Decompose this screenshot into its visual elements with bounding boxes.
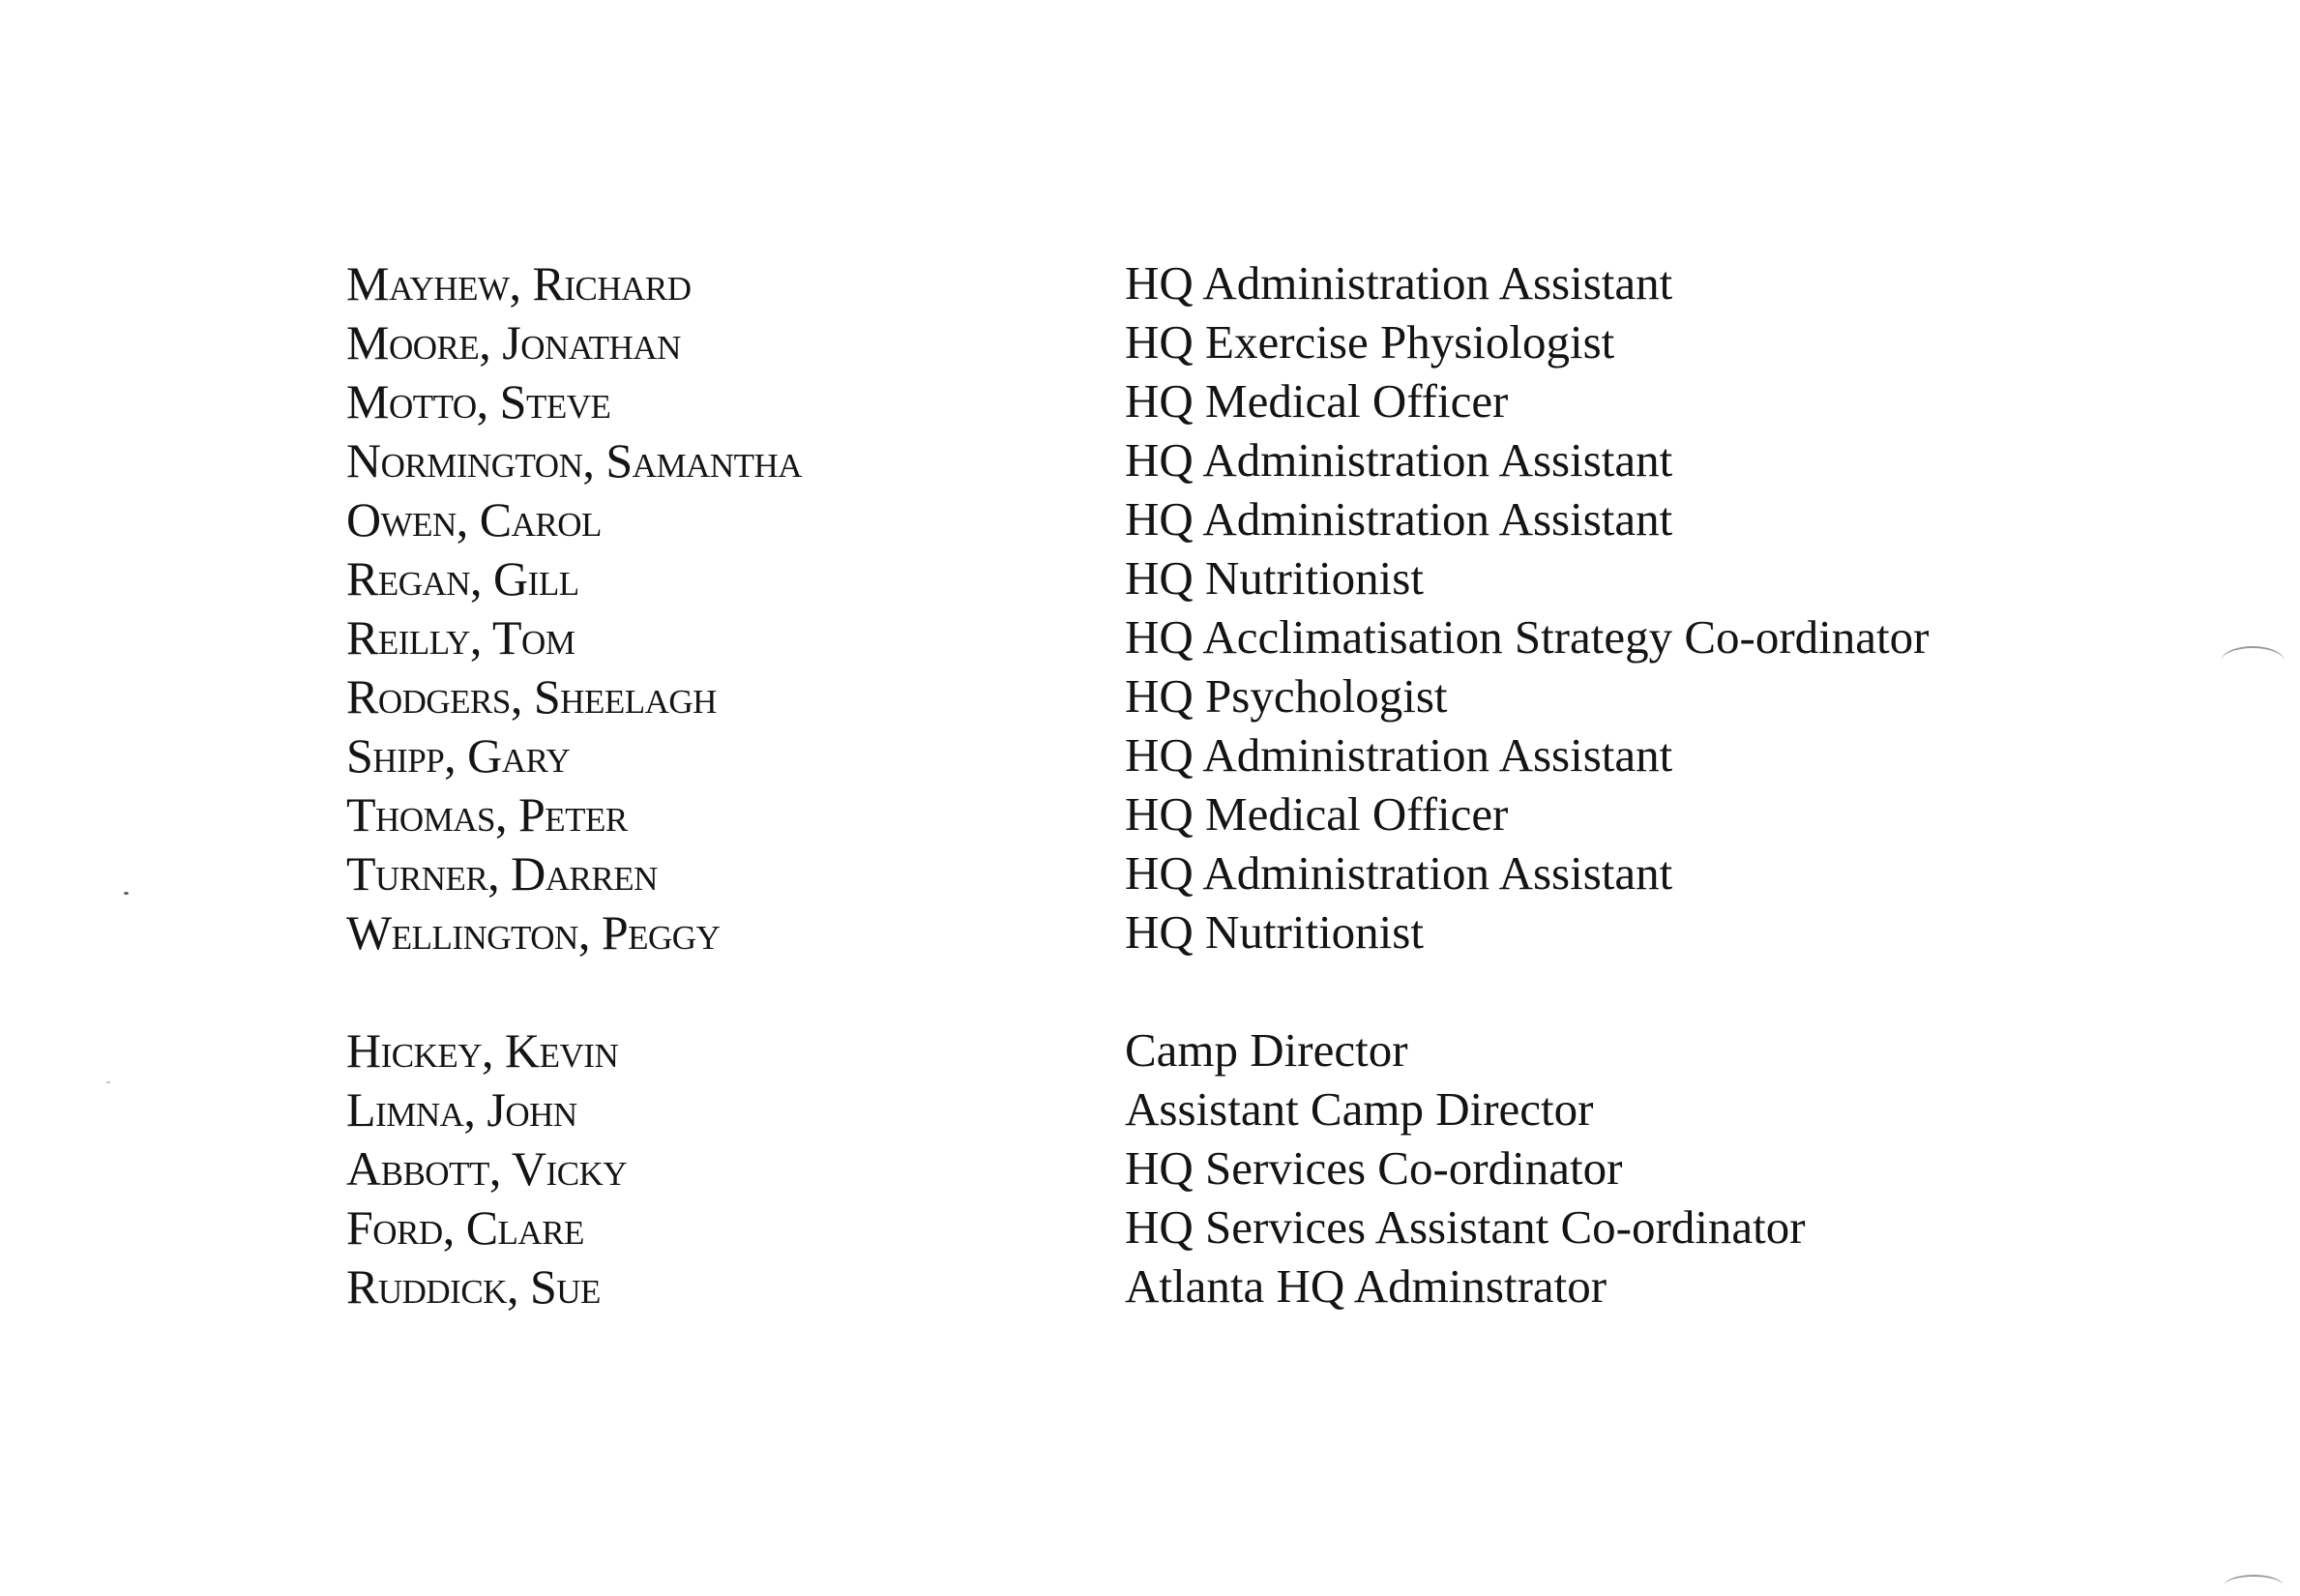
roster-row bbox=[346, 371, 2010, 430]
staff-name: Moore, Jonathan bbox=[346, 314, 681, 369]
staff-name: Limna, John bbox=[346, 1081, 577, 1137]
staff-role: HQ Acclimatisation Strategy Co-ordinator bbox=[1125, 610, 1930, 664]
staff-name: Normington, Samantha bbox=[346, 432, 803, 488]
staff-role: Camp Director bbox=[1125, 1023, 1408, 1077]
staff-role: HQ Administration Assistant bbox=[1125, 846, 1673, 900]
staff-name: Owen, Carol bbox=[346, 491, 602, 547]
staff-role: HQ Nutritionist bbox=[1125, 551, 1424, 605]
roster-row bbox=[346, 548, 2010, 607]
staff-role: Atlanta HQ Adminstrator bbox=[1125, 1259, 1607, 1313]
staff-role: Assistant Camp Director bbox=[1125, 1082, 1594, 1136]
staff-name: Regan, Gill bbox=[346, 550, 579, 606]
camp-staff-group bbox=[346, 1020, 2010, 1315]
staff-name: Thomas, Peter bbox=[346, 786, 628, 842]
staff-role: HQ Nutritionist bbox=[1125, 905, 1424, 959]
staff-name: Ruddick, Sue bbox=[346, 1258, 601, 1314]
roster-row bbox=[346, 1138, 2010, 1197]
staff-name: Ford, Clare bbox=[346, 1199, 584, 1255]
punch-hole-mark bbox=[2221, 646, 2285, 677]
roster-row bbox=[346, 430, 2010, 489]
roster-row bbox=[346, 784, 2010, 843]
roster-row bbox=[346, 253, 2010, 312]
roster-row bbox=[346, 843, 2010, 902]
staff-role: HQ Administration Assistant bbox=[1125, 492, 1673, 546]
scan-speck bbox=[106, 1081, 110, 1083]
staff-name: Mayhew, Richard bbox=[346, 255, 692, 310]
staff-role: HQ Services Co-ordinator bbox=[1125, 1141, 1623, 1195]
roster-row bbox=[346, 902, 2010, 961]
roster-row bbox=[346, 1256, 2010, 1315]
staff-role: HQ Medical Officer bbox=[1125, 374, 1509, 428]
staff-role: HQ Administration Assistant bbox=[1125, 256, 1673, 310]
staff-role: HQ Services Assistant Co-ordinator bbox=[1125, 1200, 1806, 1254]
staff-name: Turner, Darren bbox=[346, 845, 658, 901]
staff-name: Reilly, Tom bbox=[346, 609, 575, 665]
staff-name: Hickey, Kevin bbox=[346, 1022, 619, 1078]
staff-name: Shipp, Gary bbox=[346, 727, 571, 783]
roster-row bbox=[346, 1197, 2010, 1256]
hq-staff-group bbox=[346, 253, 2010, 961]
roster-row bbox=[346, 607, 2010, 666]
roster-row bbox=[346, 725, 2010, 784]
scan-speck bbox=[124, 892, 129, 895]
roster-row bbox=[346, 312, 2010, 371]
staff-role: HQ Psychologist bbox=[1125, 669, 1448, 723]
staff-name: Wellington, Peggy bbox=[346, 904, 721, 960]
staff-role: HQ Medical Officer bbox=[1125, 787, 1509, 841]
punch-hole-mark bbox=[2225, 1575, 2283, 1596]
roster-row bbox=[346, 489, 2010, 548]
staff-name: Motto, Steve bbox=[346, 373, 611, 429]
roster-row bbox=[346, 1079, 2010, 1138]
roster-row bbox=[346, 1020, 2010, 1079]
staff-role: HQ Administration Assistant bbox=[1125, 728, 1673, 782]
roster-row bbox=[346, 666, 2010, 725]
staff-name: Abbott, Vicky bbox=[346, 1140, 628, 1196]
staff-name: Rodgers, Sheelagh bbox=[346, 668, 717, 724]
staff-roster bbox=[346, 253, 2010, 1315]
staff-role: HQ Exercise Physiologist bbox=[1125, 315, 1615, 369]
staff-role: HQ Administration Assistant bbox=[1125, 433, 1673, 487]
